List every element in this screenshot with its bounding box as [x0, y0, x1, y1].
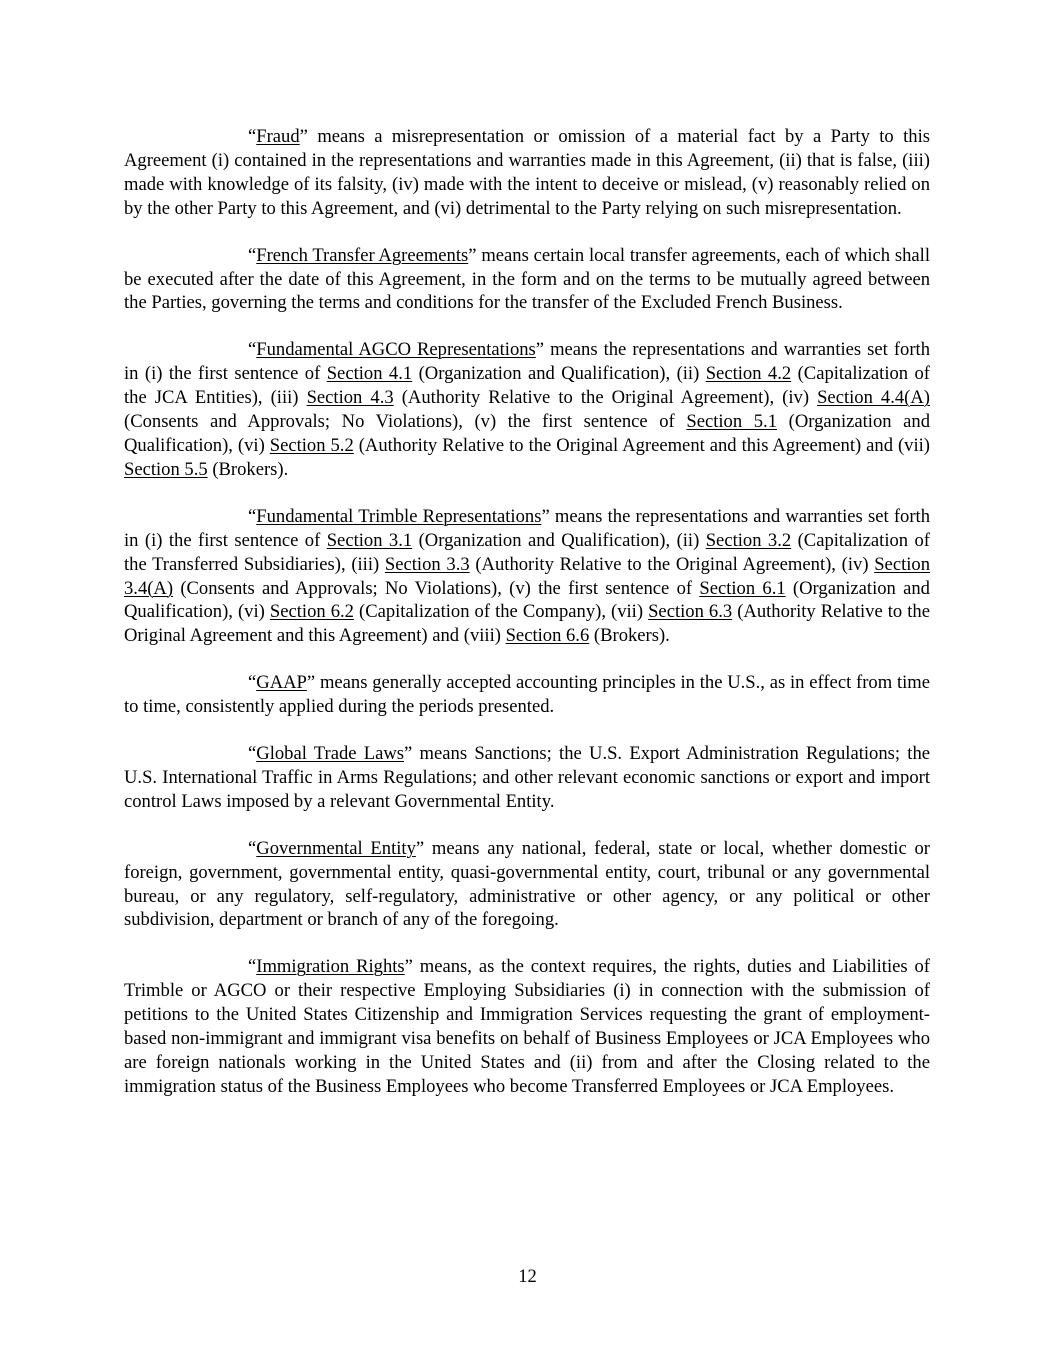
- open-quote: “: [248, 244, 257, 266]
- section-reference-link[interactable]: Section 4.1: [326, 363, 413, 385]
- section-reference-link[interactable]: Section 5.1: [686, 411, 778, 433]
- definition-paragraph: [124, 671, 930, 719]
- close-quote: ”: [299, 126, 308, 147]
- defined-term: Fraud: [256, 126, 300, 147]
- section-reference-link[interactable]: Section 5.5: [124, 458, 208, 480]
- close-quote: ”: [415, 837, 425, 859]
- close-quote: ”: [404, 743, 413, 765]
- defined-term: GAAP: [256, 672, 307, 694]
- definition-text: (Authority Relative to the Original Agreement), (iv): [469, 553, 875, 575]
- open-quote: “: [248, 339, 257, 361]
- definition-text: (Capitalization of the JCA Entities), (iii): [124, 363, 930, 409]
- section-reference-link[interactable]: Section 6.3: [648, 601, 733, 623]
- section-reference-link[interactable]: Section 3.2: [705, 529, 792, 551]
- section-reference-link[interactable]: Section 4.2: [705, 363, 792, 385]
- section-reference-link[interactable]: Section 6.6: [505, 625, 590, 647]
- definition-text: (Capitalization of the Company), (vii): [353, 601, 649, 623]
- close-quote: ”: [468, 244, 477, 266]
- definition-text: (Authority Relative to the Original Agreement and this Agreement) and (vii): [353, 434, 930, 456]
- definition-text: (Authority Relative to the Original Agreement and this Agreement) and (viii): [124, 601, 930, 647]
- defined-term: Fundamental Trimble Representations: [256, 505, 542, 527]
- definition-paragraph: [124, 505, 930, 648]
- definition-text: (Organization and Qualification), (ii): [412, 363, 706, 385]
- definition-paragraph: [124, 742, 930, 814]
- document-body: [124, 125, 930, 1122]
- close-quote: ”: [306, 672, 316, 694]
- defined-term: Immigration Rights: [256, 956, 405, 978]
- definition-text: means the representations and warranties set forth in (i) the first sentence of: [124, 505, 931, 551]
- section-reference-link[interactable]: Section 6.1: [699, 577, 786, 599]
- open-quote: “: [248, 837, 257, 859]
- definition-text: (Brokers).: [589, 625, 670, 647]
- section-reference-link[interactable]: Section 3.4(A): [124, 553, 930, 599]
- section-reference-link[interactable]: Section 3.1: [326, 529, 413, 551]
- section-reference-link[interactable]: Section 5.2: [269, 434, 354, 456]
- close-quote: ”: [541, 505, 550, 527]
- definition-paragraph: [124, 338, 930, 481]
- open-quote: “: [248, 956, 257, 978]
- definition-text: (Capitalization of the Transferred Subsidiaries), (iii): [124, 529, 930, 575]
- definition-text: means a misrepresentation or omission of a material fact by a Party to this Agreement (i) contained in the representations and warranties made in this Agreement, (ii) that is false, (iii) made with knowledge of its falsity, (iv) made with the intent to deceive or mislead, (v) reasonably relied on by the other Party to this Agreement, and (vi) detrimental to the Party relying on such misrepresentation.: [124, 126, 930, 219]
- definition-text: (Organization and Qualification), (vi): [124, 577, 930, 623]
- definition-text: (Organization and Qualification), (vi): [124, 411, 931, 456]
- open-quote: “: [248, 126, 257, 147]
- definition-text: (Consents and Approvals; No Violations), (v) the first sentence of: [124, 411, 687, 433]
- section-reference-link[interactable]: Section 3.3: [384, 553, 470, 575]
- definition-paragraph: [124, 125, 930, 221]
- definition-paragraph: [124, 955, 930, 1098]
- definition-text: (Consents and Approvals; No Violations), (v) the first sentence of: [173, 577, 700, 599]
- definition-text: means any national, federal, state or local, whether domestic or foreign, government, governmental entity, quasi-governmental entity, court, tribunal or any governmental bureau, or any regulatory, self-regulatory, administrative or other agency, or any political or other subdivision, department or branch of any of the foregoing.: [124, 837, 930, 931]
- definition-text: (Brokers).: [207, 458, 289, 480]
- definition-text: means Sanctions; the U.S. Export Administration Regulations; the U.S. International Traffic in Arms Regulations; and other relevant economic sanctions or export and import control Laws imposed by a relevant Governmental Entity.: [124, 743, 930, 812]
- definition-text: means, as the context requires, the rights, duties and Liabilities of Trimble or AGCO or their respective Employing Subsidiaries (i) in connection with the submission of petitions to the United States Citizenship and Immigration Services requesting the grant of employment-based non-immigrant and immigrant visa benefits on behalf of Business Employees or JCA Employees who are foreign nationals working in the United States and (ii) from and after the Closing related to the immigration status of the Business Employees who become Transferred Employees or JCA Employees.: [124, 956, 930, 1097]
- defined-term: French Transfer Agreements: [256, 244, 469, 266]
- definition-paragraph: [124, 837, 930, 933]
- page-number: 12: [518, 1266, 537, 1287]
- open-quote: “: [248, 743, 257, 765]
- section-reference-link[interactable]: Section 4.3: [306, 387, 394, 409]
- open-quote: “: [248, 672, 257, 694]
- definition-text: means the representations and warranties set forth in (i) the first sentence of: [124, 339, 930, 385]
- definition-text: means certain local transfer agreements, each of which shall be executed after the date of this Agreement, in the form and on the terms to be mutually agreed between the Parties, governing the terms and conditions for the transfer of the Excluded French Business.: [124, 244, 930, 314]
- definition-text: means generally accepted accounting principles in the U.S., as in effect from time to time, consistently applied during the periods presented.: [124, 672, 930, 718]
- defined-term: Governmental Entity: [256, 837, 416, 859]
- defined-term: Global Trade Laws: [256, 743, 405, 765]
- definition-text: (Organization and Qualification), (ii): [412, 529, 706, 551]
- section-reference-link[interactable]: Section 4.4(A): [817, 387, 930, 409]
- defined-term: Fundamental AGCO Representations: [256, 339, 536, 361]
- open-quote: “: [248, 505, 257, 527]
- close-quote: ”: [404, 956, 413, 978]
- close-quote: ”: [535, 339, 545, 361]
- definition-text: (Authority Relative to the Original Agreement), (iv): [393, 387, 818, 409]
- section-reference-link[interactable]: Section 6.2: [269, 601, 354, 623]
- definition-paragraph: [124, 244, 930, 316]
